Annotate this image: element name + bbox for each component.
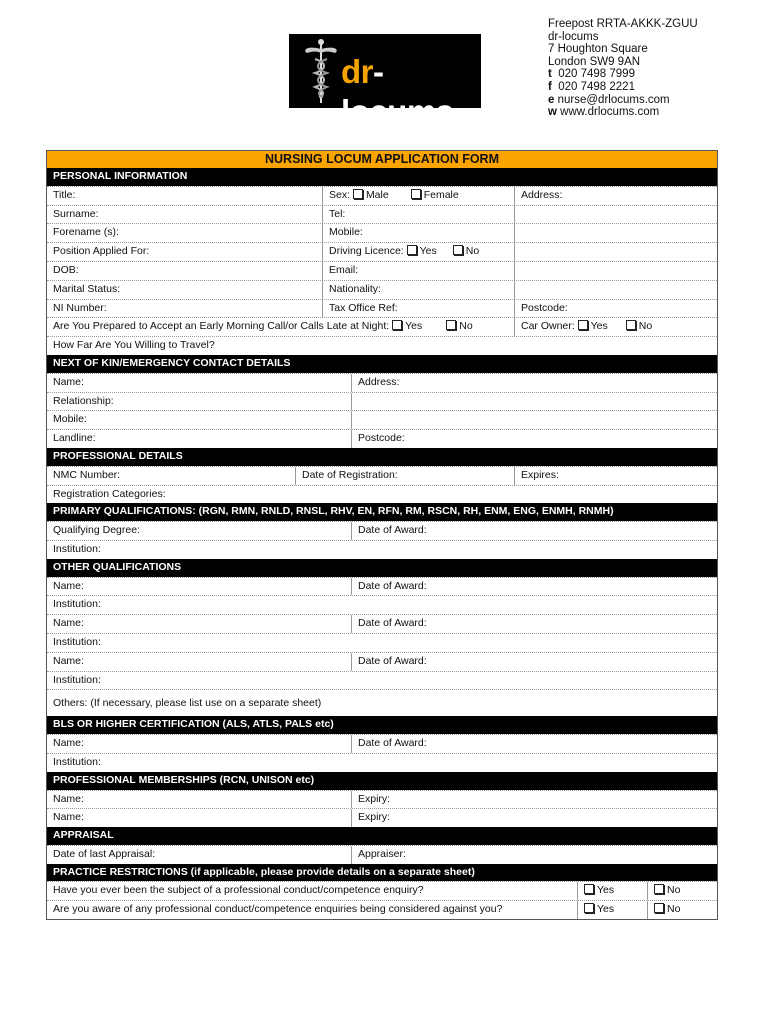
early-call-field[interactable]: Are You Prepared to Accept an Early Morning Call/or Calls Late at Night: Yes No xyxy=(53,320,473,333)
section-appraisal: APPRAISAL xyxy=(47,827,717,845)
driving-yes-checkbox[interactable] xyxy=(407,245,417,255)
bls-institution-field[interactable]: Institution: xyxy=(53,755,101,768)
other-date-field[interactable]: Date of Award: xyxy=(351,615,717,633)
contact-tel: t 020 7498 7999 xyxy=(548,68,635,81)
contact-email: e nurse@drlocums.com xyxy=(548,93,670,106)
kin-postcode-field[interactable]: Postcode: xyxy=(351,430,717,448)
q2-yes-checkbox[interactable] xyxy=(584,903,594,913)
logo-wordmark: dr-locums xyxy=(341,53,454,130)
degree-field[interactable]: Qualifying Degree: xyxy=(53,524,140,537)
section-kin: NEXT OF KIN/EMERGENCY CONTACT DETAILS xyxy=(47,355,717,373)
kin-relationship-field[interactable]: Relationship: xyxy=(53,394,114,407)
q1-no[interactable]: No xyxy=(647,882,717,900)
q1-no-checkbox[interactable] xyxy=(654,884,664,894)
membership-name-field[interactable]: Name: xyxy=(53,792,84,805)
driving-field[interactable]: Driving Licence: Yes No xyxy=(322,243,514,261)
other-name-field[interactable]: Name: xyxy=(53,617,84,630)
row-dob xyxy=(47,261,717,280)
appraiser-field[interactable]: Appraiser: xyxy=(351,846,717,864)
address-cont[interactable] xyxy=(514,281,717,299)
row-position xyxy=(47,242,717,261)
other-date-field[interactable]: Date of Award: xyxy=(351,653,717,671)
kin-address-cont[interactable] xyxy=(351,411,717,429)
q2-no-checkbox[interactable] xyxy=(654,903,664,913)
row-restriction-q2 xyxy=(47,900,717,919)
travel-field[interactable]: How Far Are You Willing to Travel? xyxy=(53,339,215,352)
row-bls-name xyxy=(47,734,717,753)
application-form xyxy=(46,150,718,920)
restriction-q1: Have you ever been the subject of a professional conduct/competence enquiry? xyxy=(53,884,424,897)
row-travel xyxy=(47,336,717,355)
row-marital xyxy=(47,280,717,299)
row-primary-institution xyxy=(47,540,717,559)
nationality-field[interactable]: Nationality: xyxy=(322,281,514,299)
other-name-field[interactable]: Name: xyxy=(53,654,84,667)
others-field[interactable]: Others: (If necessary, please list use on a separate sheet) xyxy=(53,697,322,710)
contact-line: dr-locums xyxy=(548,30,599,43)
row-appraisal xyxy=(47,845,717,864)
section-bls: BLS OR HIGHER CERTIFICATION (ALS, ATLS, PALS etc) xyxy=(47,716,717,734)
car-yes-checkbox[interactable] xyxy=(578,320,588,330)
contact-web: w www.drlocums.com xyxy=(548,106,660,119)
dr-locums-logo xyxy=(289,34,481,130)
row-membership xyxy=(47,808,717,827)
row-forename xyxy=(47,223,717,242)
membership-name-field[interactable]: Name: xyxy=(53,811,84,824)
contact-block xyxy=(548,18,698,119)
row-nmc xyxy=(47,466,717,485)
row-ni xyxy=(47,299,717,318)
row-reg-cat xyxy=(47,485,717,504)
marital-field[interactable]: Marital Status: xyxy=(53,282,121,295)
row-membership xyxy=(47,790,717,809)
female-checkbox[interactable] xyxy=(411,189,421,199)
address-cont[interactable] xyxy=(514,262,717,280)
primary-institution-field[interactable]: Institution: xyxy=(53,542,101,555)
row-other-name xyxy=(47,614,717,633)
kin-mobile-field[interactable]: Mobile: xyxy=(53,413,87,426)
degree-date-field[interactable]: Date of Award: xyxy=(351,522,717,540)
contact-line: London SW9 9AN xyxy=(548,55,641,68)
early-no-checkbox[interactable] xyxy=(446,320,456,330)
dob-field[interactable]: DOB: xyxy=(53,263,79,276)
row-kin-landline xyxy=(47,429,717,448)
mobile-field[interactable]: Mobile: xyxy=(322,224,514,242)
sex-field[interactable]: Sex: Male Female xyxy=(322,187,514,205)
row-bls-institution xyxy=(47,753,717,772)
row-kin-name xyxy=(47,373,717,392)
surname-field[interactable]: Surname: xyxy=(53,207,99,220)
kin-address-field[interactable]: Address: xyxy=(351,374,717,392)
q1-yes-checkbox[interactable] xyxy=(584,884,594,894)
section-other: OTHER QUALIFICATIONS xyxy=(47,559,717,577)
male-checkbox[interactable] xyxy=(353,189,363,199)
kin-address-cont[interactable] xyxy=(351,393,717,411)
form-title: NURSING LOCUM APPLICATION FORM xyxy=(47,151,717,168)
car-owner-field[interactable]: Car Owner: Yes No xyxy=(514,318,717,336)
tax-field[interactable]: Tax Office Ref: xyxy=(322,300,514,318)
ni-field[interactable]: NI Number: xyxy=(53,301,107,314)
registration-categories-field[interactable]: Registration Categories: xyxy=(53,487,166,500)
contact-line: Freepost RRTA-AKKK-ZGUU xyxy=(548,18,698,30)
tel-field[interactable]: Tel: xyxy=(322,206,514,224)
row-surname xyxy=(47,205,717,224)
q2-no[interactable]: No xyxy=(647,901,717,919)
membership-expiry-field[interactable]: Expiry: xyxy=(351,809,717,827)
bls-date-field[interactable]: Date of Award: xyxy=(351,735,717,753)
position-field[interactable]: Position Applied For: xyxy=(53,245,150,258)
section-restrictions: PRACTICE RESTRICTIONS (if applicable, please provide details on a separate sheet) xyxy=(47,864,717,882)
email-field[interactable]: Email: xyxy=(322,262,514,280)
row-kin-relationship xyxy=(47,392,717,411)
car-no-checkbox[interactable] xyxy=(626,320,636,330)
caduceus-icon xyxy=(303,37,339,105)
address-cont[interactable] xyxy=(514,243,717,261)
other-date-field[interactable]: Date of Award: xyxy=(351,578,717,596)
contact-fax: f 020 7498 2221 xyxy=(548,80,635,93)
row-other-name xyxy=(47,652,717,671)
section-primary: PRIMARY QUALIFICATIONS: (RGN, RMN, RNLD, RNSL, RHV, EN, RFN, RM, RSCN, RH, ENM, ENG, ENMH, RNMH) xyxy=(47,503,717,521)
other-institution-field[interactable]: Institution: xyxy=(53,635,101,648)
driving-no-checkbox[interactable] xyxy=(453,245,463,255)
section-personal: PERSONAL INFORMATION xyxy=(47,168,717,186)
address-field[interactable]: Address: xyxy=(514,187,717,205)
other-institution-field[interactable]: Institution: xyxy=(53,598,101,611)
row-other-institution xyxy=(47,633,717,652)
appraisal-date-field[interactable]: Date of last Appraisal: xyxy=(53,847,156,860)
row-early-call xyxy=(47,317,717,336)
section-professional: PROFESSIONAL DETAILS xyxy=(47,448,717,466)
forename-field[interactable]: Forename (s): xyxy=(53,226,119,239)
contact-line: 7 Houghton Square xyxy=(548,43,648,56)
q2-yes[interactable]: Yes xyxy=(577,901,647,919)
date-registration-field[interactable]: Date of Registration: xyxy=(295,467,514,485)
q1-yes[interactable]: Yes xyxy=(577,882,647,900)
other-institution-field[interactable]: Institution: xyxy=(53,673,101,686)
section-memberships: PROFESSIONAL MEMBERSHIPS (RCN, UNISON etc) xyxy=(47,772,717,790)
address-cont[interactable] xyxy=(514,224,717,242)
row-other-institution xyxy=(47,671,717,690)
membership-expiry-field[interactable]: Expiry: xyxy=(351,791,717,809)
row-title xyxy=(47,186,717,205)
row-others xyxy=(47,689,717,716)
row-degree xyxy=(47,521,717,540)
other-name-field[interactable]: Name: xyxy=(53,579,84,592)
row-other-name xyxy=(47,577,717,596)
nmc-field[interactable]: NMC Number: xyxy=(53,468,121,481)
expires-field[interactable]: Expires: xyxy=(514,467,717,485)
row-kin-mobile xyxy=(47,410,717,429)
early-yes-checkbox[interactable] xyxy=(392,320,402,330)
restriction-q2: Are you aware of any professional conduct/competence enquiries being considered against you? xyxy=(53,903,503,916)
kin-landline-field[interactable]: Landline: xyxy=(53,432,96,445)
row-other-institution xyxy=(47,595,717,614)
title-field[interactable]: Title: xyxy=(53,188,76,201)
address-cont[interactable] xyxy=(514,206,717,224)
postcode-field[interactable]: Postcode: xyxy=(514,300,717,318)
bls-name-field[interactable]: Name: xyxy=(53,737,84,750)
kin-name-field[interactable]: Name: xyxy=(53,375,84,388)
row-restriction-q1 xyxy=(47,881,717,900)
